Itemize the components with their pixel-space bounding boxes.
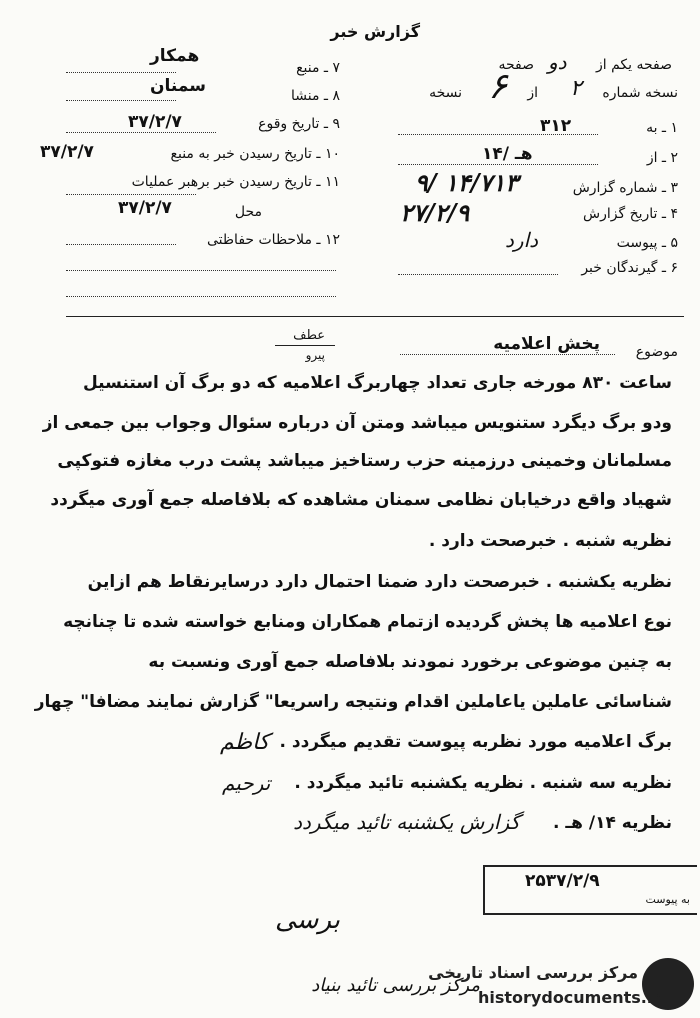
copy-of: از — [527, 85, 538, 101]
body-line: نظریه ۱۴/ هـ . — [552, 813, 672, 833]
source-label: ۷ ـ منبع — [296, 60, 340, 76]
event-date-value: ۳۷/۲/۷ — [128, 112, 182, 132]
date-stamp — [483, 865, 697, 915]
signature-1: کاظم — [220, 730, 270, 755]
report-number-value: ۱۴/۷۱۳ /۹ — [414, 168, 518, 197]
page-value: دو — [548, 50, 567, 74]
report-date-label: ۴ ـ تاریخ گزارش — [583, 206, 678, 222]
attachment-label: ۵ ـ پیوست — [616, 235, 678, 251]
page-label: صفحه یکم از — [595, 57, 672, 73]
subject-label: موضوع — [635, 344, 678, 360]
received-source-value: ۳۷/۲/۷ — [40, 142, 94, 162]
body-line: نوع اعلامیه ها پخش گردیده ازتمام همکاران ومنابع خواسته شده تا چنانچه — [63, 612, 672, 632]
handwritten-note-3: مرکز بررسی تائید بنیاد — [311, 975, 480, 996]
page-word: صفحه — [498, 57, 534, 73]
body-line: شهیاد واقع درخیابان نظامی سمنان مشاهده که بلافاصله جمع آوری میگردد — [50, 490, 672, 510]
subject-value: پخش اعلامیه — [493, 334, 600, 354]
copy-value: ۲ — [570, 76, 582, 101]
watermark-name: مرکز بررسی اسناد تاریخی — [428, 963, 638, 982]
body-line: ودو برگ دیگرد ستنویس میباشد ومتن آن درباره سئوال وجواب بین جمعی از — [42, 413, 672, 433]
stamp-sub: به پیوست — [645, 893, 690, 906]
copy-total: ۶ — [488, 66, 508, 107]
place-label: محل — [234, 204, 262, 220]
received-leader-label: ۱۱ ـ تاریخ رسیدن خبر برهبر عملیات — [131, 174, 340, 190]
origin-label: ۸ ـ منشا — [290, 88, 340, 104]
copy-label: نسخه شماره — [602, 85, 678, 101]
body-line: به چنین موضوعی برخورد نمودند بلافاصله جمع آوری ونسبت به — [148, 652, 672, 672]
body-line: نظریه شنبه . خبرصحت دارد . — [428, 531, 672, 551]
copy-word: نسخه — [429, 85, 462, 101]
signature-2: ترحیم — [222, 771, 271, 795]
place-value: ۳۷/۲/۷ — [118, 198, 172, 218]
source-value: همکار — [150, 46, 200, 66]
report-title: گزارش خبر — [330, 22, 420, 41]
body-line: نظریه سه شنبه . نظریه یکشنبه تائید میگردد . — [294, 773, 672, 793]
to-value: ۳۱۲ — [540, 116, 572, 136]
to-label: ۱ ـ به — [646, 120, 678, 136]
divider — [66, 316, 684, 317]
origin-value: سمنان — [150, 76, 206, 96]
body-line: برگ اعلامیه مورد نظربه پیوست تقدیم میگردد . — [279, 732, 672, 752]
follow-label: پیرو — [305, 348, 325, 362]
handwritten-note-2: برسی — [275, 905, 341, 935]
body-line: مسلمانان وخمینی درزمینه حزب رستاخیز میباشد پشت درب مغازه فتوکپی — [57, 451, 672, 471]
body-line: شناسائی عاملین یاعاملین اقدام ونتیجه راسریعا" گزارش نمایند مضافا" چهار — [34, 692, 672, 712]
handwritten-note-1: گزارش یکشنبه تائید میگردد — [293, 810, 520, 834]
recipients-label: ۶ ـ گیرندگان خبر — [581, 260, 678, 276]
stamp-number: ۲۵۳۷/۲/۹ — [525, 871, 600, 891]
attachment-value: دارد — [505, 228, 539, 252]
report-date-value: ۲۷/۲/۹ — [400, 198, 470, 227]
from-label: ۲ ـ از — [646, 150, 678, 166]
event-date-label: ۹ ـ تاریخ وقوع — [258, 116, 340, 132]
body-line: ساعت ۸۳۰ مورخه جاری تعداد چهاربرگ اعلامیه که دو برگ آن استنسیل — [82, 373, 672, 393]
report-number-label: ۳ ـ شماره گزارش — [572, 180, 678, 196]
ref-label: عطف — [293, 328, 325, 343]
watermark-url: historydocuments.ir — [478, 988, 661, 1007]
from-value: ۱۴/ هـ — [482, 144, 533, 164]
security-notes-label: ۱۲ ـ ملاحظات حفاظتی — [207, 232, 340, 248]
body-line: نظریه یکشنبه . خبرصحت دارد ضمنا احتمال دارد درسایرنقاط هم ازاین — [87, 572, 672, 592]
received-source-label: ۱۰ ـ تاریخ رسیدن خبر به منبع — [170, 146, 340, 162]
